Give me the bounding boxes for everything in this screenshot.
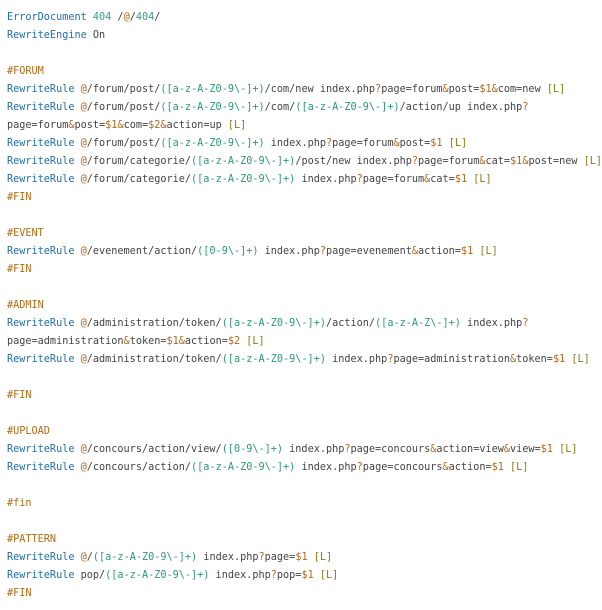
- code-token-comment: #FIN: [7, 588, 32, 599]
- code-token-plain: action=: [184, 336, 228, 347]
- code-token-plain: /evenement/action/: [86, 246, 198, 257]
- code-token-bracket: ([a-z-A-Z0-9\-]+): [221, 354, 326, 365]
- code-token-plain: action=: [418, 246, 461, 257]
- code-token-plain: /action/up index.php: [399, 102, 523, 113]
- code-token-plain: cat=: [485, 156, 511, 167]
- code-token-plain: page=: [264, 552, 296, 563]
- code-token-bracket: ([a-z-A-Z0-9\-]+): [191, 174, 296, 185]
- code-token-operator: $1: [479, 84, 492, 95]
- code-token-keyword: RewriteRule: [7, 570, 75, 581]
- code-token-plain: page=forum: [7, 120, 69, 131]
- code-token-bracket: ([a-z-A-Z0-9\-]+): [221, 318, 326, 329]
- code-token-keyword: RewriteRule: [7, 444, 75, 455]
- code-token-plain: index.php: [264, 138, 326, 149]
- code-token-operator: ?: [344, 444, 351, 455]
- code-token-keyword: RewriteRule: [7, 102, 75, 113]
- code-token-comment: #ADMIN: [7, 300, 44, 311]
- code-token-plain: /forum/post/: [86, 102, 161, 113]
- code-line: [7, 495, 602, 513]
- code-token-keyword: RewriteEngine: [7, 30, 87, 41]
- code-token-operator: &: [178, 336, 185, 347]
- code-token-operator: ?: [387, 354, 394, 365]
- code-token-plain: index.php: [295, 462, 357, 473]
- code-token-bracket: ([a-z-A-Z0-9\-]+): [92, 552, 198, 563]
- code-line: [7, 405, 602, 423]
- code-token-operator: @: [80, 246, 87, 257]
- code-token-plain: index.php: [295, 174, 357, 185]
- code-token-bracket: ([a-z-A-Z0-9\-]+): [160, 138, 265, 149]
- code-token-keyword: RewriteRule: [7, 138, 75, 149]
- code-line: [7, 225, 602, 243]
- code-token-plain: page=forum: [418, 156, 480, 167]
- code-token-operator: @: [80, 138, 87, 149]
- code-token-operator: $1: [510, 156, 523, 167]
- code-token-bracket: ([a-z-A-Z0-9\-]+): [295, 102, 400, 113]
- code-token-keyword: RewriteRule: [7, 246, 75, 257]
- code-token-operator: &: [123, 336, 130, 347]
- code-token-operator: &: [68, 120, 75, 131]
- code-token-flag: [L]: [246, 336, 265, 347]
- code-token-plain: action=up: [166, 120, 228, 131]
- code-token-flag: [L]: [319, 570, 339, 581]
- code-token-flag: [L]: [583, 156, 602, 167]
- code-token-operator: &: [411, 246, 418, 257]
- code-token-bracket: ([0-9\-]+): [197, 246, 259, 257]
- code-token-operator: @: [80, 156, 87, 167]
- code-token-flag: [L]: [571, 354, 590, 365]
- code-line: [7, 171, 602, 189]
- code-token-operator: @: [80, 444, 87, 455]
- code-token-plain: com=: [123, 120, 149, 131]
- code-token-plain: view=: [510, 444, 541, 455]
- code-token-comment: #FORUM: [7, 66, 44, 77]
- code-token-operator: ?: [325, 138, 333, 149]
- code-token-plain: /forum/post/: [86, 84, 161, 95]
- code-token-operator: $1: [105, 120, 118, 131]
- code-token-plain: action=view: [436, 444, 504, 455]
- code-token-plain: /post/new index.php: [295, 156, 412, 167]
- code-token-plain: /forum/categorie/: [86, 174, 192, 185]
- code-token-operator: @: [80, 84, 87, 95]
- code-line: [7, 369, 602, 387]
- code-line: [7, 27, 602, 45]
- code-token-plain: page=evenement: [325, 246, 412, 257]
- code-token-number: 404: [92, 12, 112, 23]
- code-token-operator: &: [479, 156, 486, 167]
- code-line: [7, 135, 602, 153]
- code-token-plain: token=: [516, 354, 553, 365]
- code-token-plain: page=forum: [332, 138, 394, 149]
- code-token-plain: action=: [448, 462, 492, 473]
- code-token-bracket: ([a-z-A-Z0-9\-]+): [160, 102, 265, 113]
- code-token-flag: [L]: [473, 174, 492, 185]
- code-token-operator: ?: [356, 174, 363, 185]
- code-token-flag: [L]: [510, 462, 529, 473]
- code-token-keyword: RewriteRule: [7, 462, 75, 473]
- code-token-operator: &: [442, 462, 449, 473]
- code-token-operator: $1: [460, 246, 474, 257]
- code-token-operator: @: [80, 462, 87, 473]
- code-token-plain: page=administration: [7, 336, 124, 347]
- code-token-comment: #fin: [7, 498, 32, 509]
- code-token-plain: post=: [399, 138, 431, 149]
- code-token-plain: /com/: [264, 102, 296, 113]
- code-token-operator: $1: [295, 552, 308, 563]
- code-token-operator: &: [393, 138, 400, 149]
- code-token-keyword: RewriteRule: [7, 552, 75, 563]
- code-view: [7, 9, 602, 603]
- code-token-bracket: ([a-z-A-Z0-9\-]+): [105, 570, 210, 581]
- code-token-plain: page=concours: [350, 444, 431, 455]
- code-token-plain: page=forum: [381, 84, 443, 95]
- code-token-operator: $1: [454, 174, 468, 185]
- code-line: [7, 63, 602, 81]
- code-line: [7, 351, 602, 369]
- code-token-operator: $1: [301, 570, 314, 581]
- code-token-plain: /: [111, 12, 124, 23]
- code-token-plain: /: [86, 552, 93, 563]
- code-token-operator: $2: [227, 336, 241, 347]
- code-token-operator: &: [117, 120, 124, 131]
- code-line: [7, 585, 602, 603]
- code-token-bracket: ([a-z-A-Z0-9\-]+): [191, 462, 296, 473]
- code-token-plain: post=: [74, 120, 106, 131]
- code-line: [7, 45, 602, 63]
- code-token-plain: cat=: [430, 174, 455, 185]
- code-token-number: 404: [135, 12, 155, 23]
- code-line: [7, 297, 602, 315]
- code-line: [7, 279, 602, 297]
- code-line: [7, 477, 602, 495]
- code-line: [7, 423, 602, 441]
- code-token-plain: page=administration: [393, 354, 510, 365]
- code-line: [7, 9, 602, 27]
- code-token-operator: @: [80, 552, 87, 563]
- code-token-operator: $2: [148, 120, 161, 131]
- code-line: [7, 513, 602, 531]
- code-line: [7, 531, 602, 549]
- code-token-plain: /forum/post/: [86, 138, 161, 149]
- code-token-keyword: RewriteRule: [7, 318, 75, 329]
- code-token-plain: /administration/token/: [86, 318, 222, 329]
- code-line: [7, 441, 602, 459]
- code-line: [7, 315, 602, 333]
- code-token-bracket: ([a-z-A-Z0-9\-]+): [160, 84, 265, 95]
- code-line: [7, 81, 602, 99]
- code-token-comment: #EVENT: [7, 228, 44, 239]
- code-token-plain: On: [86, 30, 106, 41]
- code-token-plain: /administration/token/: [86, 354, 222, 365]
- code-token-plain: pop/: [74, 570, 106, 581]
- code-token-operator: ?: [319, 246, 326, 257]
- code-token-plain: page=forum: [362, 174, 425, 185]
- code-token-plain: index.php: [283, 444, 345, 455]
- code-token-operator: @: [123, 12, 130, 23]
- code-token-keyword: RewriteRule: [7, 156, 75, 167]
- code-token-operator: $1: [166, 336, 179, 347]
- code-token-operator: $1: [491, 462, 504, 473]
- code-token-bracket: ([a-z-A-Z\-]+): [375, 318, 461, 329]
- code-line: [7, 549, 602, 567]
- code-token-operator: @: [80, 174, 87, 185]
- code-token-plain: /action/: [325, 318, 376, 329]
- code-token-comment: #FIN: [7, 264, 32, 275]
- code-token-plain: post=: [448, 84, 480, 95]
- code-token-plain: /forum/categorie/: [86, 156, 192, 167]
- code-token-plain: token=: [129, 336, 167, 347]
- code-line: [7, 207, 602, 225]
- code-line: [7, 333, 602, 351]
- code-line: [7, 243, 602, 261]
- code-token-operator: ?: [375, 84, 382, 95]
- code-token-operator: $1: [430, 138, 443, 149]
- code-token-operator: ?: [270, 570, 277, 581]
- code-token-operator: ?: [258, 552, 265, 563]
- code-token-flag: [L]: [448, 138, 468, 149]
- code-token-operator: ?: [522, 318, 529, 329]
- code-token-comment: #UPLOAD: [7, 426, 50, 437]
- code-token-operator: &: [522, 156, 529, 167]
- code-token-operator: &: [442, 84, 449, 95]
- code-token-operator: ?: [522, 102, 529, 113]
- code-token-operator: &: [491, 84, 498, 95]
- code-token-operator: &: [503, 444, 510, 455]
- code-line: [7, 567, 602, 585]
- code-token-plain: index.php: [325, 354, 388, 365]
- code-token-operator: &: [160, 120, 167, 131]
- code-token-flag: [L]: [559, 444, 578, 455]
- code-token-keyword: RewriteRule: [7, 354, 75, 365]
- code-token-operator: &: [424, 174, 431, 185]
- code-line: [7, 117, 602, 135]
- code-token-plain: page=concours: [362, 462, 443, 473]
- code-token-flag: [L]: [546, 84, 566, 95]
- code-token-plain: /: [154, 12, 161, 23]
- code-token-operator: &: [430, 444, 437, 455]
- code-line: [7, 387, 602, 405]
- code-token-plain: pop=: [276, 570, 302, 581]
- code-line: [7, 189, 602, 207]
- code-token-keyword: RewriteRule: [7, 84, 75, 95]
- code-token-plain: /concours/action/: [86, 462, 192, 473]
- code-line: [7, 153, 602, 171]
- code-token-operator: @: [80, 354, 87, 365]
- code-line: [7, 261, 602, 279]
- code-token-plain: com=new: [497, 84, 547, 95]
- code-token-operator: ?: [356, 462, 363, 473]
- code-token-operator: $1: [552, 354, 566, 365]
- code-token-comment: #FIN: [7, 192, 32, 203]
- code-token-operator: @: [80, 318, 87, 329]
- code-token-plain: index.php: [197, 552, 259, 563]
- code-token-operator: $1: [540, 444, 553, 455]
- code-token-plain: index.php: [209, 570, 271, 581]
- code-token-plain: index.php: [258, 246, 320, 257]
- code-token-flag: [L]: [227, 120, 247, 131]
- code-token-plain: index.php: [460, 318, 523, 329]
- code-token-plain: /concours/action/view/: [86, 444, 222, 455]
- code-token-plain: /com/new index.php: [264, 84, 376, 95]
- code-token-operator: @: [80, 102, 87, 113]
- code-token-keyword: ErrorDocument: [7, 12, 87, 23]
- code-token-flag: [L]: [313, 552, 333, 563]
- code-token-plain: /: [129, 12, 136, 23]
- code-token-keyword: RewriteRule: [7, 174, 75, 185]
- code-token-comment: #FIN: [7, 390, 32, 401]
- code-token-bracket: ([0-9\-]+): [221, 444, 284, 455]
- code-token-operator: &: [510, 354, 517, 365]
- code-token-plain: post=new: [528, 156, 584, 167]
- code-token-flag: [L]: [479, 246, 498, 257]
- code-line: [7, 99, 602, 117]
- code-token-comment: #PATTERN: [7, 534, 57, 545]
- code-token-operator: ?: [411, 156, 418, 167]
- code-line: [7, 459, 602, 477]
- code-token-bracket: ([a-z-A-Z0-9\-]+): [191, 156, 296, 167]
